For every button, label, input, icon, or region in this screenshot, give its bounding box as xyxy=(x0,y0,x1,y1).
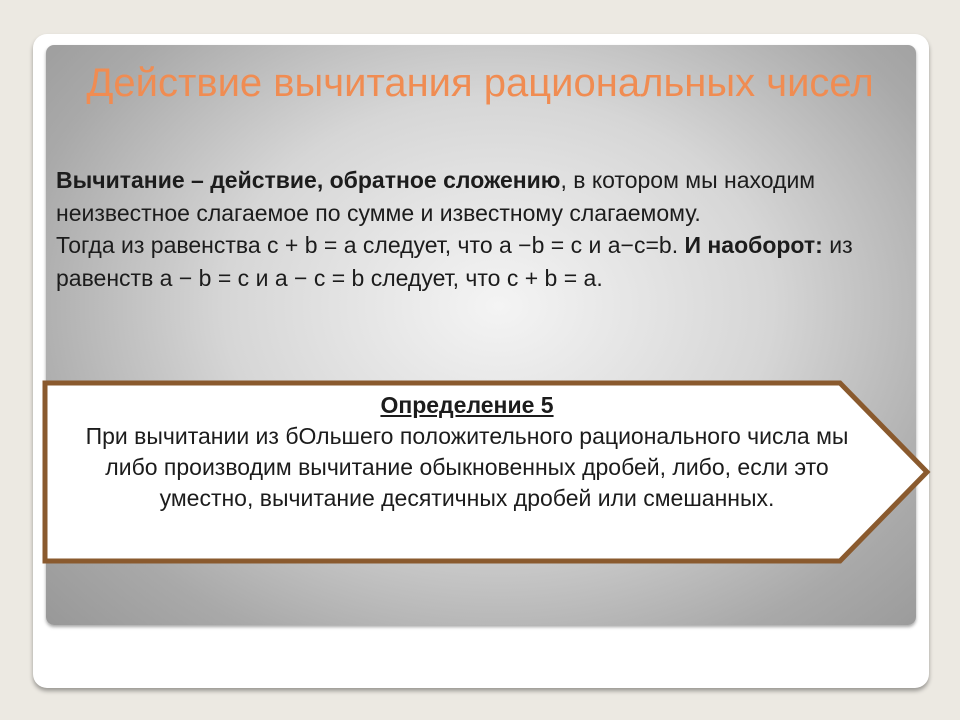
definition-text: При вычитании из бОльшего положительного рационального числа мы либо производим вычитание обыкновенных дробей, либо, если это уместно, вычитание десятичных дробей или смешанных. xyxy=(85,423,849,511)
paragraph-definition-rest: , в котором мы находим неизвестное слагаемое по сумме и известному слагаемому. xyxy=(56,167,816,226)
paragraph-definition-bold: Вычитание – действие, обратное сложению xyxy=(56,167,561,193)
paragraph-equalities xyxy=(56,229,906,294)
callout-text xyxy=(62,390,872,514)
paragraph-equalities-bold: И наоборот: xyxy=(684,232,823,258)
paragraph-definition xyxy=(56,164,906,229)
paragraph-equalities-rest: из равенств a − b = c и a − c = b следует, что c + b = a. xyxy=(56,232,853,291)
definition-heading: Определение 5 xyxy=(380,392,554,418)
body-text xyxy=(56,164,906,294)
definition-callout xyxy=(42,380,932,566)
slide-title: Действие вычитания рациональных чисел xyxy=(86,61,874,105)
paragraph-equalities-start: Тогда из равенства c + b = a следует, что a −b = c и a−c=b. xyxy=(56,232,685,258)
